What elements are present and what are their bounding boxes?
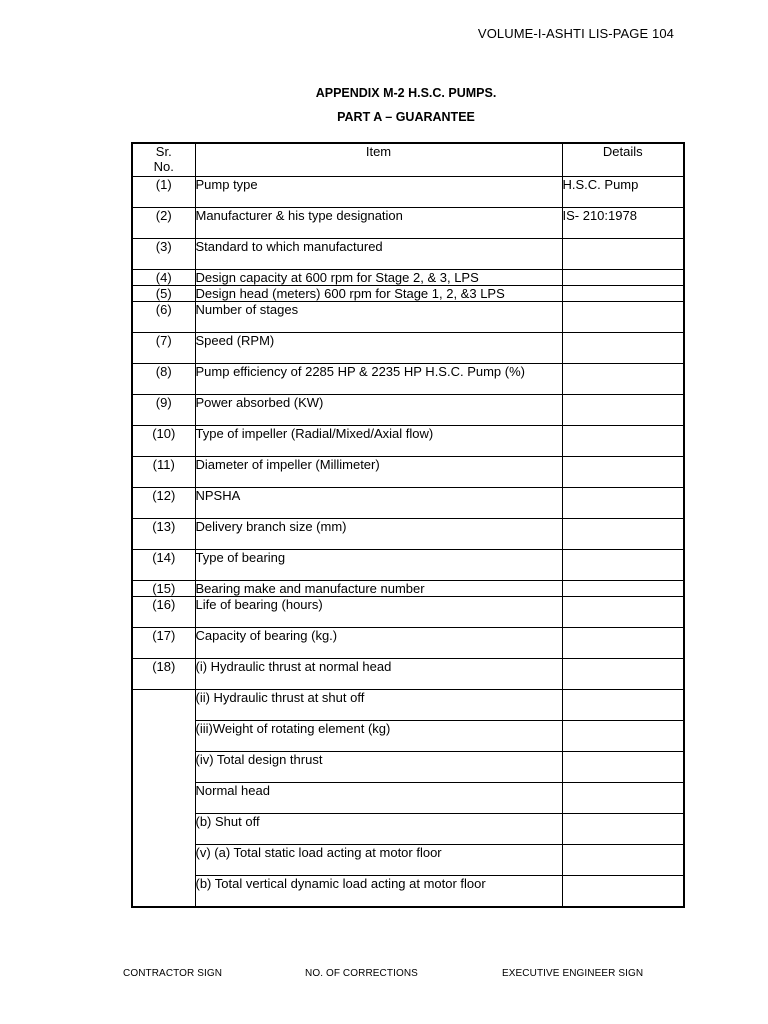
sr-cell: (8) — [132, 364, 195, 395]
sr-cell: (7) — [132, 333, 195, 364]
item-cell: (b) Total vertical dynamic load acting at motor floor — [195, 876, 562, 908]
details-cell — [562, 752, 684, 783]
item-cell: Capacity of bearing (kg.) — [195, 628, 562, 659]
table-row — [132, 628, 684, 659]
table-row — [132, 597, 684, 628]
item-cell: Standard to which manufactured — [195, 239, 562, 270]
details-cell — [562, 690, 684, 721]
details-cell — [562, 488, 684, 519]
contractor-sign-label: CONTRACTOR SIGN — [123, 968, 223, 979]
table-row — [132, 876, 684, 908]
item-cell: Number of stages — [195, 302, 562, 333]
table-row — [132, 457, 684, 488]
sr-cell: (4) — [132, 270, 195, 286]
table-row — [132, 364, 684, 395]
table-row — [132, 270, 684, 286]
item-cell: Life of bearing (hours) — [195, 597, 562, 628]
table-row — [132, 550, 684, 581]
details-cell — [562, 270, 684, 286]
item-cell: Manufacturer & his type designation — [195, 208, 562, 239]
sr-cell: (11) — [132, 457, 195, 488]
sr-cell: (3) — [132, 239, 195, 270]
item-cell: Speed (RPM) — [195, 333, 562, 364]
page-header: VOLUME-I-ASHTI LIS-PAGE 104 — [477, 26, 674, 41]
details-cell — [562, 721, 684, 752]
table-row — [132, 239, 684, 270]
sr-cell: (9) — [132, 395, 195, 426]
item-cell: (ii) Hydraulic thrust at shut off — [195, 690, 562, 721]
table-row — [132, 395, 684, 426]
details-cell: H.S.C. Pump — [562, 177, 684, 208]
sr-cell: (16) — [132, 597, 195, 628]
details-cell — [562, 457, 684, 488]
sr-cell: (6) — [132, 302, 195, 333]
sr-cell: (2) — [132, 208, 195, 239]
table-row — [132, 721, 684, 752]
table-row — [132, 845, 684, 876]
guarantee-table — [131, 142, 685, 908]
table-row — [132, 581, 684, 597]
table-row — [132, 690, 684, 721]
sr-cell: (13) — [132, 519, 195, 550]
item-cell: Pump type — [195, 177, 562, 208]
details-cell — [562, 783, 684, 814]
item-cell: Delivery branch size (mm) — [195, 519, 562, 550]
item-cell: Type of impeller (Radial/Mixed/Axial flow) — [195, 426, 562, 457]
item-cell: Diameter of impeller (Millimeter) — [195, 457, 562, 488]
header-details: Details — [562, 143, 684, 177]
sr-cell: (10) — [132, 426, 195, 457]
sr-cell: (14) — [132, 550, 195, 581]
table-row — [132, 659, 684, 690]
details-cell — [562, 814, 684, 845]
appendix-title: APPENDIX M-2 H.S.C. PUMPS. — [315, 86, 497, 100]
sr-cell: (17) — [132, 628, 195, 659]
item-cell: Power absorbed (KW) — [195, 395, 562, 426]
item-cell: Type of bearing — [195, 550, 562, 581]
item-cell: Bearing make and manufacture number — [195, 581, 562, 597]
item-cell: Design capacity at 600 rpm for Stage 2, & 3, LPS — [195, 270, 562, 286]
item-cell: Normal head — [195, 783, 562, 814]
details-cell — [562, 550, 684, 581]
details-cell — [562, 333, 684, 364]
table-row — [132, 783, 684, 814]
details-cell — [562, 286, 684, 302]
table-row — [132, 333, 684, 364]
details-cell — [562, 364, 684, 395]
sr-cell-empty — [132, 690, 195, 908]
sr-cell: (12) — [132, 488, 195, 519]
details-cell — [562, 581, 684, 597]
details-cell — [562, 876, 684, 908]
header-sr-no: Sr. No. — [132, 143, 195, 177]
item-cell: Pump efficiency of 2285 HP & 2235 HP H.S.C. Pump (%) — [195, 364, 562, 395]
table-header-row — [132, 143, 684, 177]
item-cell: Design head (meters) 600 rpm for Stage 1, 2, &3 LPS — [195, 286, 562, 302]
header-item: Item — [195, 143, 562, 177]
table-row — [132, 752, 684, 783]
item-cell: (i) Hydraulic thrust at normal head — [195, 659, 562, 690]
sr-cell: (15) — [132, 581, 195, 597]
table-row — [132, 286, 684, 302]
details-cell — [562, 239, 684, 270]
table-row — [132, 488, 684, 519]
table-row — [132, 302, 684, 333]
details-cell: IS- 210:1978 — [562, 208, 684, 239]
table-row — [132, 208, 684, 239]
details-cell — [562, 659, 684, 690]
sr-cell: (1) — [132, 177, 195, 208]
table-row — [132, 519, 684, 550]
corrections-label: NO. OF CORRECTIONS — [305, 968, 418, 979]
item-cell: (b) Shut off — [195, 814, 562, 845]
table-row — [132, 814, 684, 845]
part-title: PART A – GUARANTEE — [337, 110, 475, 124]
details-cell — [562, 597, 684, 628]
sr-cell: (5) — [132, 286, 195, 302]
item-cell: (iv) Total design thrust — [195, 752, 562, 783]
details-cell — [562, 845, 684, 876]
details-cell — [562, 302, 684, 333]
details-cell — [562, 519, 684, 550]
sr-cell: (18) — [132, 659, 195, 690]
details-cell — [562, 426, 684, 457]
table-row — [132, 177, 684, 208]
item-cell: NPSHA — [195, 488, 562, 519]
item-cell: (iii)Weight of rotating element (kg) — [195, 721, 562, 752]
table-row — [132, 426, 684, 457]
details-cell — [562, 628, 684, 659]
details-cell — [562, 395, 684, 426]
item-cell: (v) (a) Total static load acting at motor floor — [195, 845, 562, 876]
engineer-sign-label: EXECUTIVE ENGINEER SIGN — [502, 968, 644, 979]
